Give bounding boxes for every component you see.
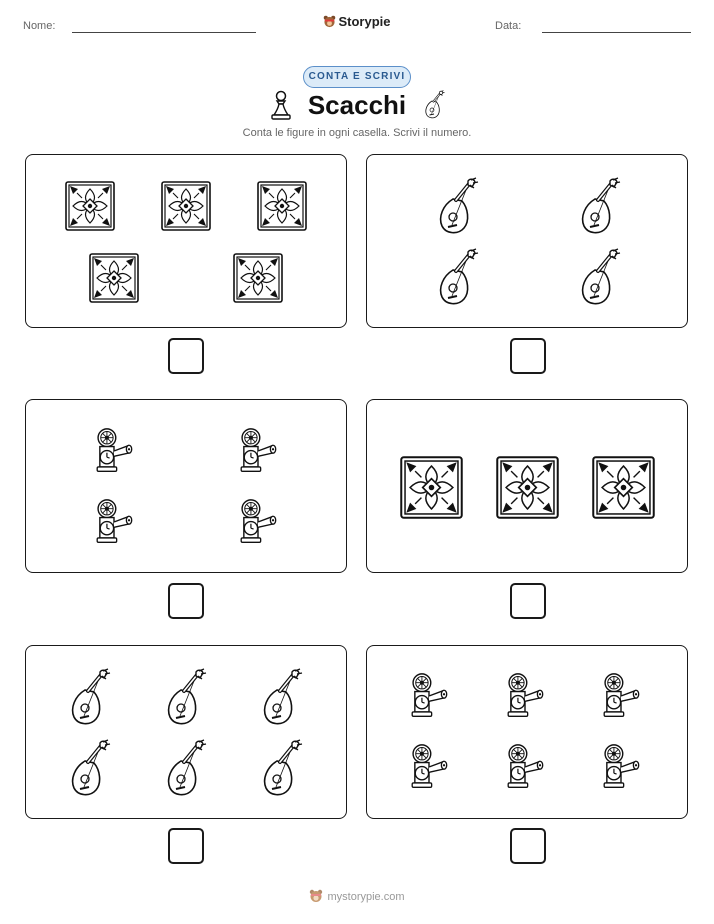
date-label: Data: [495, 20, 522, 32]
clock-icon [502, 671, 548, 721]
tile-icon [257, 181, 307, 231]
clock-icon [598, 742, 644, 792]
tile-icon [233, 253, 283, 303]
tile-icon [400, 456, 463, 519]
clock-icon [91, 426, 137, 476]
page-title: Scacchi [307, 90, 407, 120]
name-line[interactable] [72, 32, 256, 33]
footer-url[interactable]: mystorypie.com [327, 891, 405, 903]
lute-icon [435, 248, 479, 308]
activity-badge: CONTA E SCRIVI [303, 66, 411, 88]
footer-logo-icon [309, 889, 323, 903]
clock-icon [235, 426, 281, 476]
answer-box-3[interactable] [168, 583, 204, 619]
lute-icon [67, 668, 111, 728]
clock-icon [406, 671, 452, 721]
date-line[interactable] [542, 32, 691, 33]
tile-icon [496, 456, 559, 519]
brand [0, 14, 714, 29]
answer-box-2[interactable] [510, 338, 546, 374]
clock-icon [235, 497, 281, 547]
footer [0, 889, 714, 903]
lute-title-icon [423, 89, 445, 121]
clock-icon [406, 742, 452, 792]
count-panel-5 [25, 645, 347, 819]
answer-box-6[interactable] [510, 828, 546, 864]
brand-name: Storypie [338, 14, 391, 29]
count-panel-1 [25, 154, 347, 328]
lute-icon [67, 739, 111, 799]
lute-icon [577, 248, 621, 308]
count-panel-4 [366, 399, 688, 573]
answer-box-5[interactable] [168, 828, 204, 864]
answer-box-4[interactable] [510, 583, 546, 619]
count-panel-6 [366, 645, 688, 819]
tile-icon [65, 181, 115, 231]
lute-icon [435, 177, 479, 237]
lute-icon [577, 177, 621, 237]
storypie-logo-icon [323, 15, 336, 28]
answer-box-1[interactable] [168, 338, 204, 374]
count-panel-2 [366, 154, 688, 328]
clock-icon [91, 497, 137, 547]
clock-icon [598, 671, 644, 721]
tile-icon [592, 456, 655, 519]
clock-icon [502, 742, 548, 792]
lute-icon [163, 668, 207, 728]
tile-icon [161, 181, 211, 231]
name-label: Nome: [23, 20, 56, 32]
lute-icon [259, 739, 303, 799]
lute-icon [163, 739, 207, 799]
lute-icon [259, 668, 303, 728]
instructions: Conta le figure in ogni casella. Scrivi il numero. [242, 127, 472, 139]
count-panel-3 [25, 399, 347, 573]
tile-icon [89, 253, 139, 303]
